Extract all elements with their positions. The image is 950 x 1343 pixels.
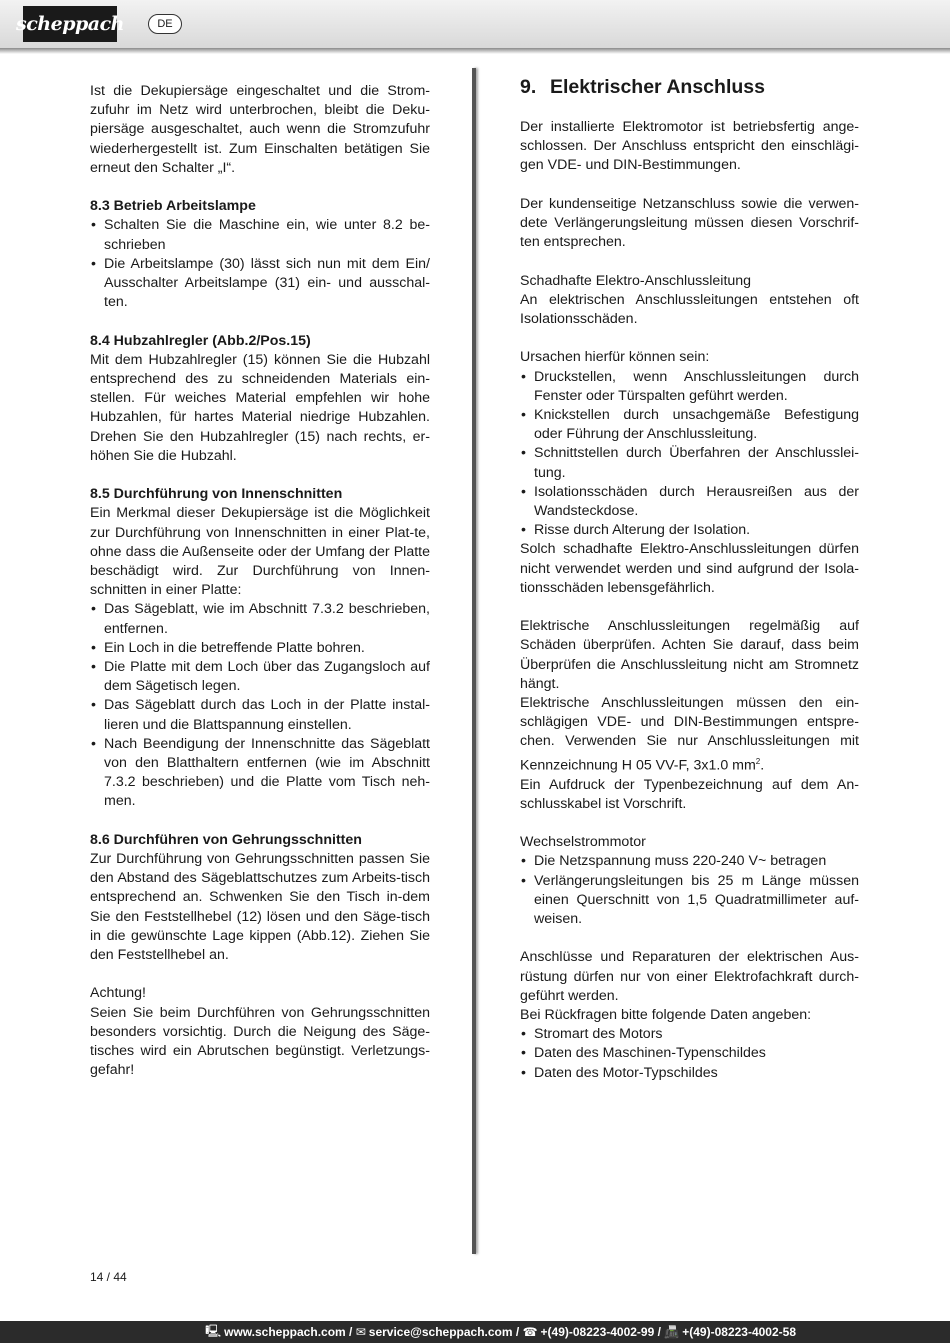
section-8-5-list (90, 600, 430, 811)
right-column (520, 118, 859, 1083)
footer-phone: +(49)-08223-4002-99 / (540, 1325, 661, 1339)
list-item: • Druckstellen, wenn Anschlussleitungen durch Fenster oder Türspalten geführt werden. (520, 368, 859, 406)
section-8-4-text: Mit dem Hubzahlregler (15) können Sie die Hubzahl entsprechend des zu schneidenden Materials ein-stellen. Für weiches Material empfehlen wir hohe Hubzahlen, für hartes Material niedrige Hubzahlen. Drehen Sie den Hubzahlregler (15) nach rechts, er-höhen Sie die Hubzahl. (90, 351, 430, 464)
paragraph: Der installierte Elektromotor ist betriebsfertig ange-schlossen. Der Anschluss entspricht den einschlägi-gen VDE- und DIN-Bestimmungen. (520, 119, 859, 174)
list-item: • Die Netzspannung muss 220-240 V~ betragen (520, 852, 859, 871)
section-8-3-list (90, 216, 430, 312)
data-list (520, 1025, 859, 1083)
header-bar (0, 0, 950, 48)
computer-icon: 🖳 (205, 1323, 222, 1338)
list-item: • Daten des Maschinen-Typenschildes (520, 1044, 859, 1063)
subheading: Ursachen hierfür können sein: (520, 349, 710, 366)
fax-icon: 📠 (664, 1325, 680, 1339)
list-item: • Stromart des Motors (520, 1025, 859, 1044)
warning-text: Seien Sie beim Durchführen von Gehrungsschnitten besonders vorsichtig. Durch die Neigung des Säge-tisches wird ein Abrutschen begünstigt. Verletzungs-gefahr! (90, 1004, 430, 1079)
subheading: Schadhafte Elektro-Anschlussleitung (520, 272, 752, 289)
list-item: • Ein Loch in die betreffende Platte bohren. (90, 639, 430, 658)
paragraph: Solch schadhafte Elektro-Anschlussleitungen dürfen nicht verwendet werden und sind aufgrund der Isola-tionsschäden lebensgefährlich. (520, 541, 859, 596)
section-8-5-heading: 8.5 Durchführung von Innenschnitten (90, 486, 343, 503)
paragraph: An elektrischen Anschlussleitungen entstehen oft Isolationsschäden. (520, 291, 859, 327)
list-item: • Schnittstellen durch Überfahren der Anschlusslei-tung. (520, 444, 859, 482)
section-8-4-heading: 8.4 Hubzahlregler (Abb.2/Pos.15) (90, 332, 311, 349)
header-shadow (0, 48, 950, 54)
list-item: • Nach Beendigung der Innenschnitte das Sägeblatt von den Blatthaltern entfernen (wie im Abschnitt 7.3.2 beschrieben) und die Platte vom Tisch neh-men. (90, 735, 430, 812)
list-item: • Knickstellen durch unsachgemäße Befestigung oder Führung der Anschlussleitung. (520, 406, 859, 444)
section-number: 9. (520, 76, 537, 98)
footer-bar (0, 1321, 950, 1343)
warning-title: Achtung! (90, 985, 147, 1002)
footer-web-link[interactable]: www.scheppach.com / (224, 1325, 353, 1339)
list-item: • Die Arbeitslampe (30) lässt sich nun mit dem Ein/ Ausschalter Arbeitslampe (31) ein- und ausschal-ten. (90, 255, 430, 313)
list-item: • Isolationsschäden durch Herausreißen aus der Wandsteckdose. (520, 483, 859, 521)
list-item: • Das Sägeblatt durch das Loch in der Platte instal-lieren und die Blattspannung einstellen. (90, 696, 430, 734)
column-divider (472, 68, 476, 1254)
list-item: • Verlängerungsleitungen bis 25 m Länge müssen einen Querschnitt von 1,5 Quadratmillimeter auf-weisen. (520, 872, 859, 930)
section-9-heading (520, 76, 765, 99)
paragraph: Der kundenseitige Netzanschluss sowie die verwen-dete Verlängerungsleitung müssen diesen Vorschrif-ten entsprechen. (520, 195, 859, 251)
list-item: • Risse durch Alterung der Isolation. (520, 521, 859, 540)
footer-email-link[interactable]: service@scheppach.com / (368, 1325, 520, 1339)
section-8-5-text: Ein Merkmal dieser Dekupiersäge ist die Möglichkeit zur Durchführung von Innenschnitten in einer Plat-te, ohne dass die Außenseite oder der Umfang der Platte beschädigt wird. Zur Durchführung von Innen-schnitten in einer Platte: (90, 505, 430, 599)
section-title: Elektrischer Anschluss (550, 76, 765, 98)
subheading: Wechselstrommotor (520, 834, 646, 851)
left-column (90, 82, 430, 1080)
paragraph: Ein Aufdruck der Typenbezeichnung auf dem An-schlusskabel ist Vorschrift. (520, 776, 859, 812)
brand-logo: scheppach (23, 6, 117, 42)
section-8-6-heading: 8.6 Durchführen von Gehrungsschnitten (90, 831, 362, 848)
language-badge: DE (148, 14, 182, 34)
list-item: • Schalten Sie die Maschine ein, wie unter 8.2 be-schrieben (90, 216, 430, 254)
phone-icon: ☎ (522, 1325, 538, 1339)
list-item: • Die Platte mit dem Loch über das Zugangsloch auf dem Sägetisch legen. (90, 658, 430, 696)
list-item: • Daten des Motor-Typschildes (520, 1064, 859, 1083)
envelope-icon: ✉ (355, 1325, 366, 1339)
footer-fax: +(49)-08223-4002-58 (682, 1325, 796, 1339)
intro-paragraph: Ist die Dekupiersäge eingeschaltet und die Strom-zufuhr im Netz wird unterbrochen, bleibt die Deku-piersäge ausgeschaltet, auch wenn die Stromzufuhr wiederhergestellt ist. Zum Einschalten betätigen Sie erneut den Schalter „I“. (90, 83, 430, 176)
paragraph: Bei Rückfragen bitte folgende Daten angeben: (520, 1006, 812, 1023)
paragraph: Anschlüsse und Reparaturen der elektrischen Aus-rüstung dürfen nur von einer Elektrofachkraft durch-geführt werden. (520, 949, 859, 1004)
motor-list (520, 852, 859, 929)
section-8-6-text: Zur Durchführung von Gehrungsschnitten passen Sie den Abstand des Sägeblattschutzes zum Arbeits-tisch entsprechend an. Schwenken Sie den Tisch in-dem Sie den Feststellhebel (12) lösen und den Säge-tisch in die gewünschte Lage kippen (Abb.12). Ziehen Sie den Feststellhebel an. (90, 851, 430, 964)
causes-list (520, 368, 859, 541)
page-number: 14 / 44 (90, 1270, 127, 1284)
paragraph: Elektrische Anschlussleitungen müssen den ein-schlägigen VDE- und DIN-Bestimmungen entspre-chen. Verwenden Sie nur Anschlussleitungen mit Kennzeichnung H 05 VV-F, 3x1.0 $mm^2$. (520, 695, 859, 774)
section-8-3-heading: 8.3 Betrieb Arbeitslampe (90, 198, 256, 215)
paragraph: Elektrische Anschlussleitungen regelmäßig auf Schäden überprüfen. Achten Sie darauf, dass beim Überprüfen die Anschlussleitung nicht am Stromnetz hängt. (520, 618, 859, 692)
list-item: • Das Sägeblatt, wie im Abschnitt 7.3.2 beschrieben, entfernen. (90, 600, 430, 638)
